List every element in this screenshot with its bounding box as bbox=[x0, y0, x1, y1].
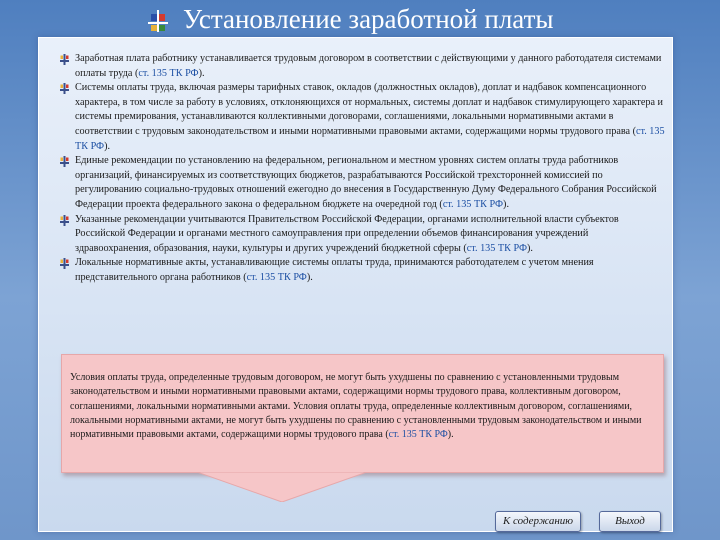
bullet-marker-icon bbox=[60, 215, 69, 226]
bullet-marker-icon bbox=[60, 258, 69, 269]
list-item bbox=[39, 154, 672, 212]
bullet-marker-icon bbox=[60, 54, 69, 65]
law-link[interactable]: ст. 135 ТК РФ bbox=[388, 429, 448, 441]
law-link[interactable]: ст. 135 ТК РФ bbox=[75, 125, 665, 152]
callout-box bbox=[61, 354, 664, 473]
bullet-marker-icon bbox=[60, 156, 69, 167]
law-link[interactable]: ст. 135 ТК РФ bbox=[442, 198, 504, 210]
bullet-tail: ). bbox=[104, 140, 111, 152]
law-link[interactable]: ст. 135 ТК РФ bbox=[246, 271, 307, 283]
bullet-tail: ). bbox=[306, 271, 313, 283]
content-panel bbox=[38, 37, 673, 532]
callout-text bbox=[70, 371, 658, 442]
law-link[interactable]: ст. 135 ТК РФ bbox=[466, 242, 527, 254]
bullet-text: Локальные нормативные акты, устанавливающие системы оплаты труда, принимаются работодателем с учетом мнения представительного органа работников ( bbox=[75, 257, 594, 283]
exit-button[interactable]: Выход bbox=[599, 511, 661, 532]
bullet-text: Единые рекомендации по установлению на федеральном, региональном и местном уровнях систем оплаты труда работников организаций, финансируемых из соответствующих бюджетов, разрабатываются Российской трехсторонней комиссией по регулированию социально-трудовых отношений ежегодно до внесения в Государственную Думу Федерального Собрания Российской Федерации проекта федерального закона о федеральном бюджете на очередной год ( bbox=[75, 155, 657, 210]
list-item bbox=[39, 256, 672, 285]
callout-body: Условия оплаты труда, определенные трудовым договором, не могут быть ухудшены по сравнению с установленными трудовым законодательством и иными нормативными правовыми актами, содержащими нормы трудового права, коллективным договором, соглашениями, локальными нормативными актами. Условия оплаты труда, определенные коллективным договором, соглашениями, локальными нормативными актами, не могут быть ухудшены по сравнению с установленными трудовым законодательством и иными нормативными правовыми актами, содержащими нормы трудового права ( bbox=[70, 372, 642, 441]
bullet-text: Указанные рекомендации учитываются Правительством Российской Федерации, органами исполнительной власти субъектов Российской Федерации и органами местного самоуправления при определении объемов финансирования учреждений здравоохранения, образования, науки, культуры и других учреждений бюджетной сферы ( bbox=[75, 213, 619, 254]
down-arrow-icon bbox=[197, 472, 367, 502]
list-item bbox=[39, 52, 672, 81]
bullet-tail: ). bbox=[198, 67, 205, 79]
bullet-text: Заработная плата работнику устанавливается трудовым договором в соответствии с действующими у данного работодателя системами оплаты труда ( bbox=[75, 53, 662, 79]
list-item bbox=[39, 213, 672, 257]
bullet-marker-icon bbox=[60, 83, 69, 94]
list-item bbox=[39, 81, 672, 154]
bullet-tail: ). bbox=[527, 242, 533, 254]
law-link[interactable]: ст. 135 ТК РФ bbox=[138, 67, 199, 79]
content-button[interactable]: К содержанию bbox=[495, 511, 581, 532]
bullet-cross-icon bbox=[148, 10, 168, 32]
callout-tail: ). bbox=[447, 429, 454, 441]
bullet-text: Системы оплаты труда, включая размеры тарифных ставок, окладов (должностных окладов), доплат и надбавок компенсационного характера, в том числе за работу в условиях, отклоняющихся от нормальных, системы доплат и надбавок стимулирующего характера и системы премирования, устанавливаются коллективными договорами, соглашениями, локальными нормативными актами в соответствии с трудовым законодательством и иными нормативными правовыми актами, содержащими нормы трудового права ( bbox=[75, 82, 664, 137]
page-title: Установление заработной платы bbox=[183, 4, 554, 34]
bullet-list bbox=[39, 52, 672, 286]
bullet-tail: ). bbox=[503, 198, 509, 210]
